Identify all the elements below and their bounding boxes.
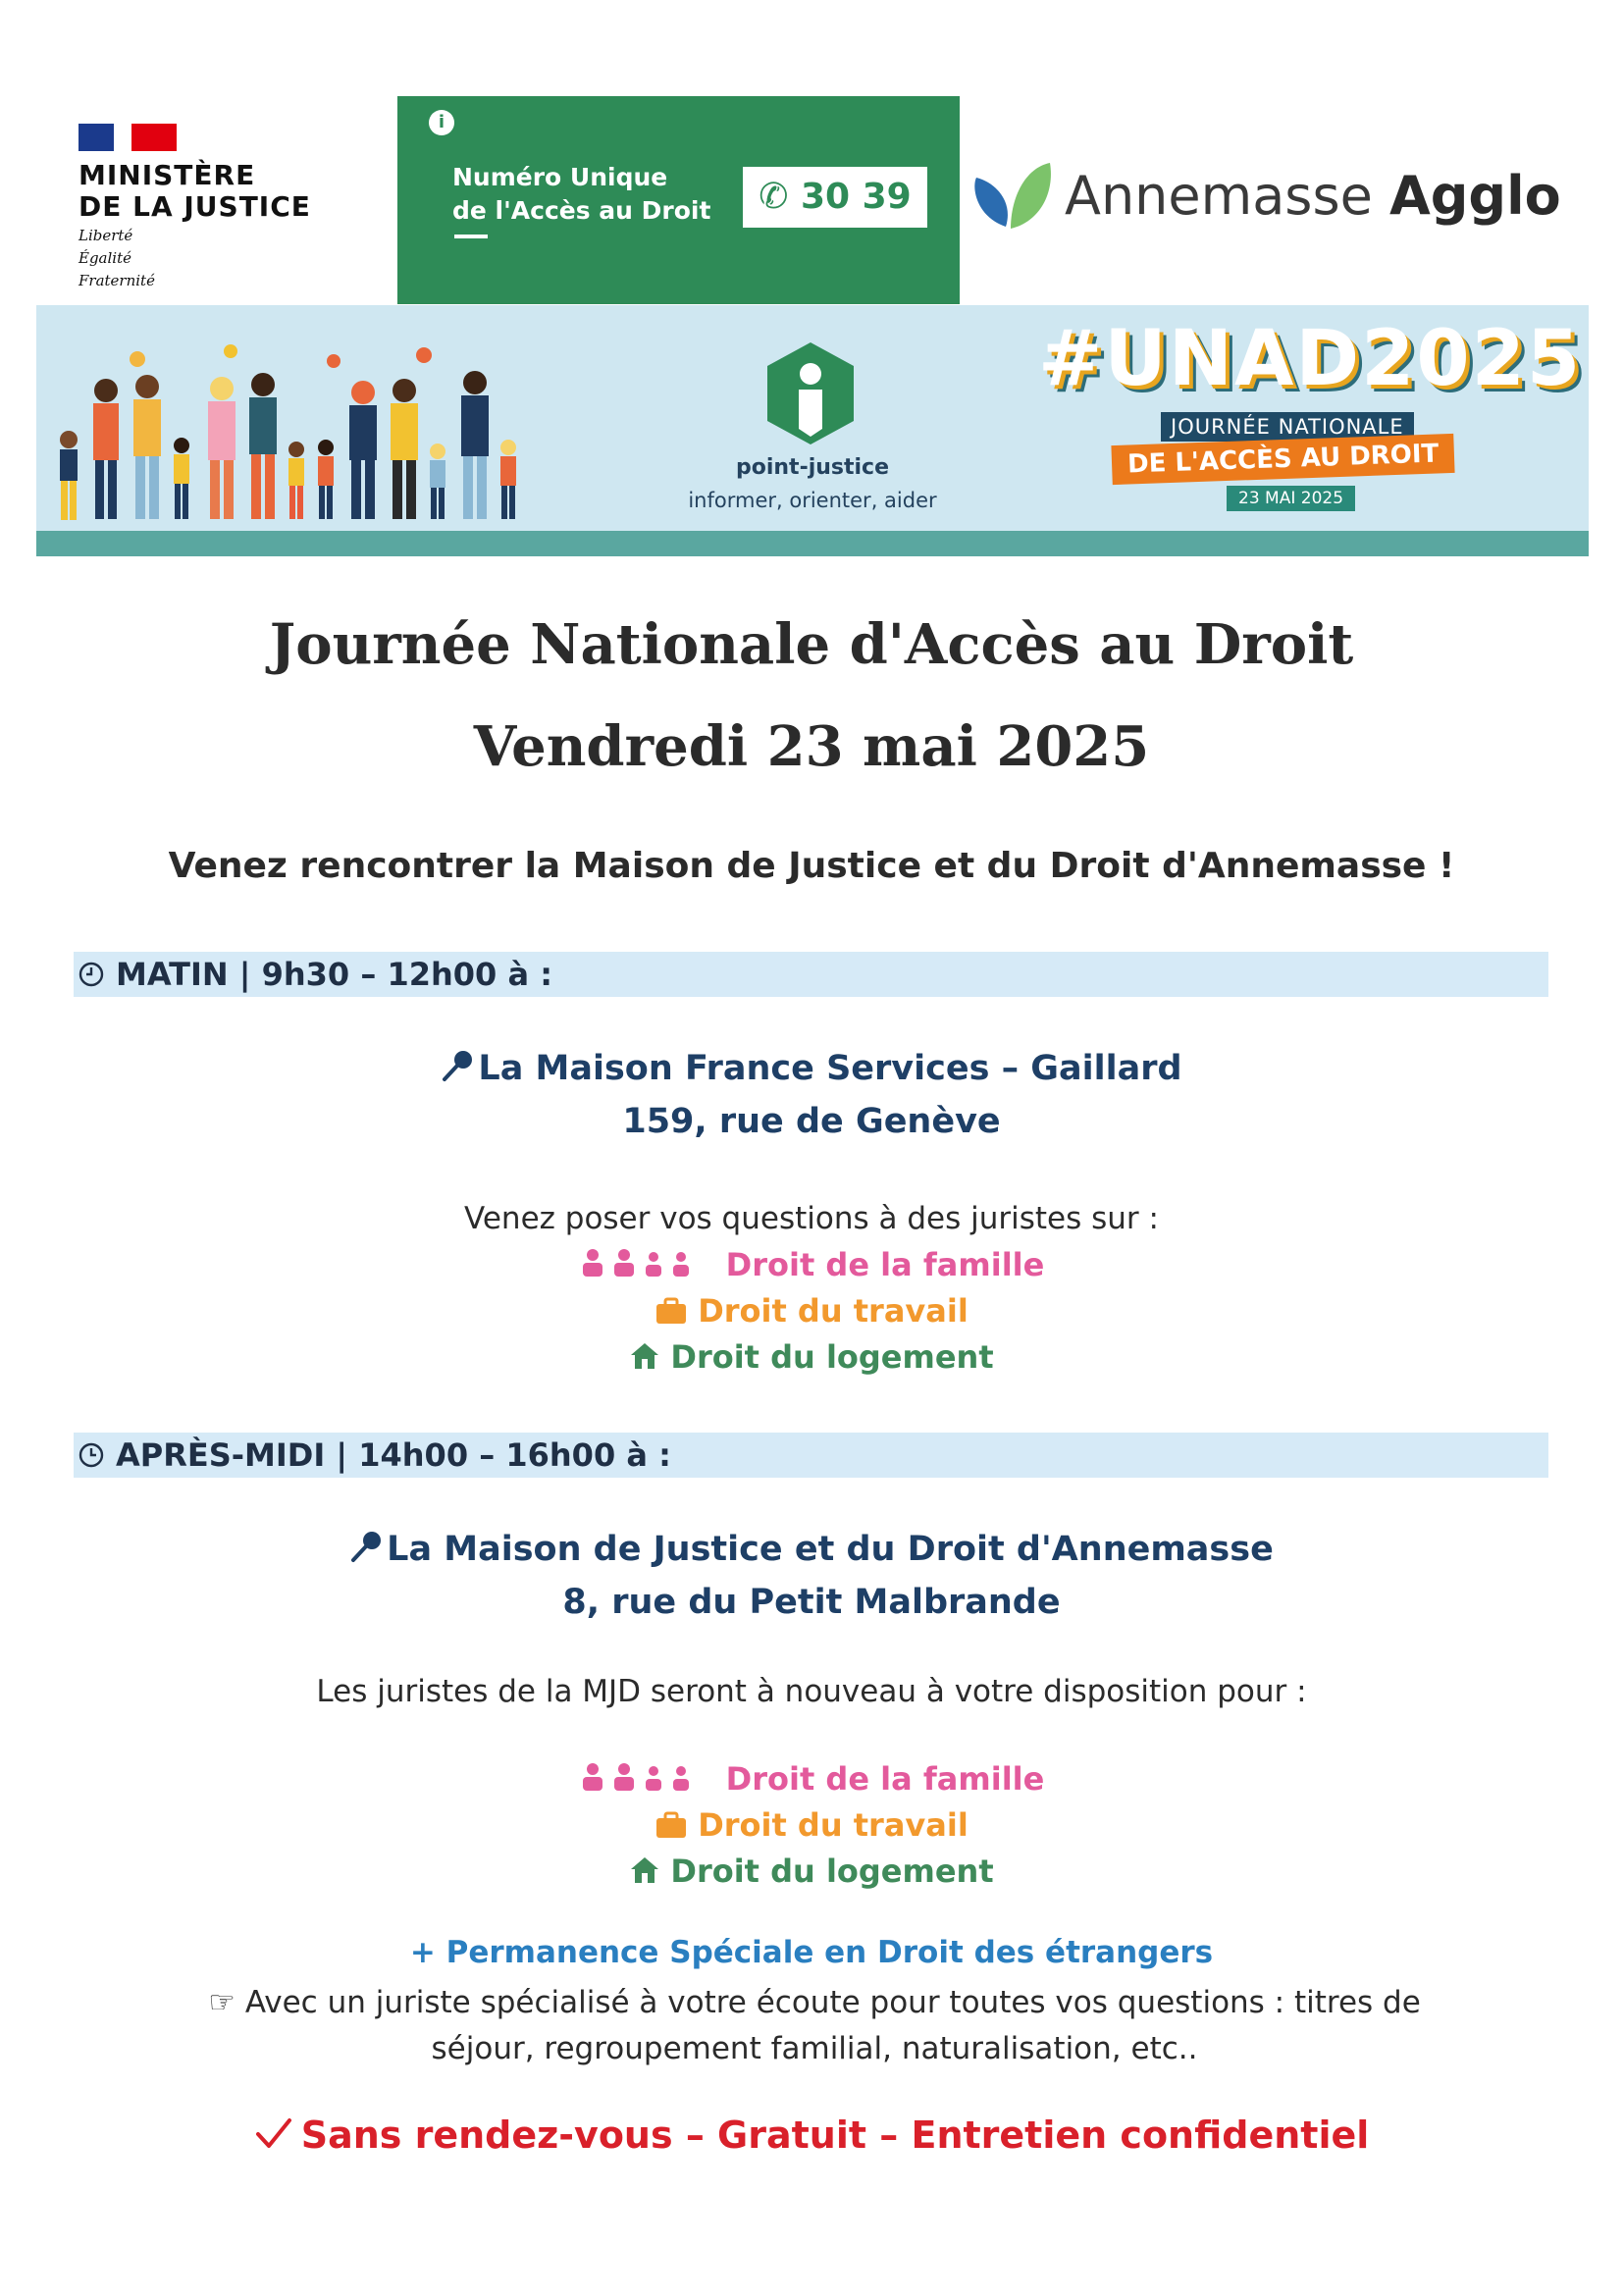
afternoon-section-label bbox=[79, 1433, 671, 1478]
location-pin-icon bbox=[441, 1048, 476, 1083]
morning-right-travail bbox=[0, 1288, 1623, 1334]
person-adult-1 bbox=[93, 379, 119, 519]
phone-icon: ✆ bbox=[759, 177, 801, 217]
footer-conditions bbox=[0, 2113, 1623, 2157]
special-permanence-title: + Permanence Spéciale en Droit des étrangers bbox=[409, 1935, 1214, 1970]
person-adult-6 bbox=[391, 379, 418, 519]
afternoon-right-logement-label: Droit du logement bbox=[670, 1852, 994, 1890]
afternoon-location bbox=[0, 1523, 1623, 1629]
person-adult-5 bbox=[349, 381, 377, 519]
people-illustration bbox=[39, 341, 530, 538]
family-icon bbox=[579, 1761, 716, 1793]
morning-label-text: MATIN | 9h30 – 12h00 à : bbox=[116, 956, 552, 993]
afternoon-place-line bbox=[0, 1523, 1623, 1576]
person-child-3 bbox=[288, 442, 304, 519]
point-justice-name: point-justice bbox=[735, 455, 890, 480]
ministere-logo bbox=[79, 123, 393, 290]
home-icon bbox=[629, 1855, 660, 1885]
phone-number-box[interactable] bbox=[743, 167, 927, 228]
point-justice-tagline: informer, orienter, aider bbox=[688, 489, 937, 512]
info-icon: i bbox=[429, 110, 454, 135]
annemasse-agglo-logo bbox=[967, 152, 1561, 240]
morning-right-logement-label: Droit du logement bbox=[670, 1338, 994, 1376]
person-child-4 bbox=[318, 440, 334, 519]
morning-section-label bbox=[79, 952, 552, 997]
person-child-6 bbox=[500, 440, 516, 519]
numero-line1: Numéro Unique bbox=[452, 163, 668, 191]
afternoon-lead: Les juristes de la MJD seront à nouveau à votre disposition pour : bbox=[316, 1674, 1307, 1709]
leaf-icon bbox=[967, 158, 1055, 236]
numero-line2: de l'Accès au Droit bbox=[452, 196, 711, 225]
morning-address: 159, rue de Genève bbox=[622, 1102, 1001, 1141]
morning-lead: Venez poser vos questions à des juristes sur : bbox=[464, 1201, 1159, 1236]
afternoon-right-famille-label: Droit de la famille bbox=[725, 1760, 1045, 1798]
person-child-5 bbox=[430, 444, 445, 519]
morning-location bbox=[0, 1042, 1623, 1148]
numero-unique-banner bbox=[397, 96, 960, 304]
morning-place-name: La Maison France Services – Gaillard bbox=[478, 1049, 1182, 1088]
morning-right-famille-label: Droit de la famille bbox=[725, 1246, 1045, 1283]
person-adult-3 bbox=[208, 377, 236, 519]
pointing-hand-icon: ☞ bbox=[208, 1985, 236, 2020]
person-adult-2 bbox=[133, 375, 161, 519]
point-justice-logo-icon bbox=[756, 339, 865, 448]
agglo-light: Annemasse bbox=[1065, 165, 1389, 227]
agglo-bold: Agglo bbox=[1388, 165, 1561, 227]
afternoon-right-famille bbox=[0, 1756, 1623, 1802]
morning-right-travail-label: Droit du travail bbox=[698, 1292, 969, 1330]
briefcase-icon bbox=[654, 1297, 688, 1325]
person-adult-7 bbox=[461, 371, 489, 519]
afternoon-label-text: APRÈS-MIDI | 14h00 – 16h00 à : bbox=[116, 1436, 671, 1474]
morning-right-logement bbox=[0, 1334, 1623, 1381]
page-date: Vendredi 23 mai 2025 bbox=[473, 714, 1150, 779]
morning-rights-list bbox=[0, 1242, 1623, 1381]
person-child-1 bbox=[60, 431, 78, 520]
morning-right-famille bbox=[0, 1242, 1623, 1288]
afternoon-right-travail-label: Droit du travail bbox=[698, 1806, 969, 1844]
morning-place-line bbox=[0, 1042, 1623, 1095]
phone-number: 30 39 bbox=[800, 177, 912, 217]
numero-underline bbox=[454, 235, 488, 238]
checkmark-icon bbox=[254, 2116, 293, 2152]
marianne-flag-icon bbox=[79, 123, 184, 152]
speech-bubbles bbox=[130, 344, 432, 368]
motto-egalite: Égalité bbox=[79, 249, 131, 267]
afternoon-right-logement bbox=[0, 1849, 1623, 1895]
location-pin-icon bbox=[349, 1529, 385, 1564]
intro-text: Venez rencontrer la Maison de Justice et du Droit d'Annemasse ! bbox=[168, 846, 1455, 886]
numero-text bbox=[452, 161, 710, 228]
clock-icon bbox=[79, 1442, 104, 1468]
motto-liberte: Liberté bbox=[79, 227, 133, 244]
special-permanence-desc-text: Avec un juriste spécialisé à votre écoute pour toutes vos questions : titres de séjour, regroupement familial, naturalisation, etc.. bbox=[244, 1985, 1421, 2066]
home-icon bbox=[629, 1341, 660, 1371]
motto-fraternite: Fraternité bbox=[79, 272, 155, 289]
agglo-text bbox=[1065, 162, 1561, 231]
clock-icon bbox=[79, 962, 104, 987]
family-icon bbox=[579, 1247, 716, 1278]
afternoon-rights-list bbox=[0, 1756, 1623, 1895]
ministere-line2: DE LA JUSTICE bbox=[79, 190, 311, 223]
unad-hashtag: #UNAD2025 bbox=[1038, 315, 1583, 403]
page-title: Journée Nationale d'Accès au Droit bbox=[269, 612, 1354, 677]
special-permanence-desc bbox=[157, 1980, 1472, 2072]
afternoon-address: 8, rue du Petit Malbrande bbox=[562, 1583, 1061, 1622]
acces-droit-label: DE L'ACCÈS AU DROIT bbox=[1111, 434, 1455, 485]
afternoon-place-name: La Maison de Justice et du Droit d'Annemasse bbox=[387, 1530, 1274, 1569]
ministere-line1: MINISTÈRE bbox=[79, 159, 256, 191]
journee-nationale-label: JOURNÉE NATIONALE bbox=[1161, 412, 1414, 442]
footer-conditions-text: Sans rendez-vous – Gratuit – Entretien confidentiel bbox=[300, 2113, 1370, 2157]
afternoon-right-travail bbox=[0, 1802, 1623, 1849]
banner-date-label: 23 MAI 2025 bbox=[1227, 486, 1355, 511]
briefcase-icon bbox=[654, 1811, 688, 1839]
person-adult-4 bbox=[249, 373, 277, 519]
person-child-2 bbox=[174, 438, 189, 519]
